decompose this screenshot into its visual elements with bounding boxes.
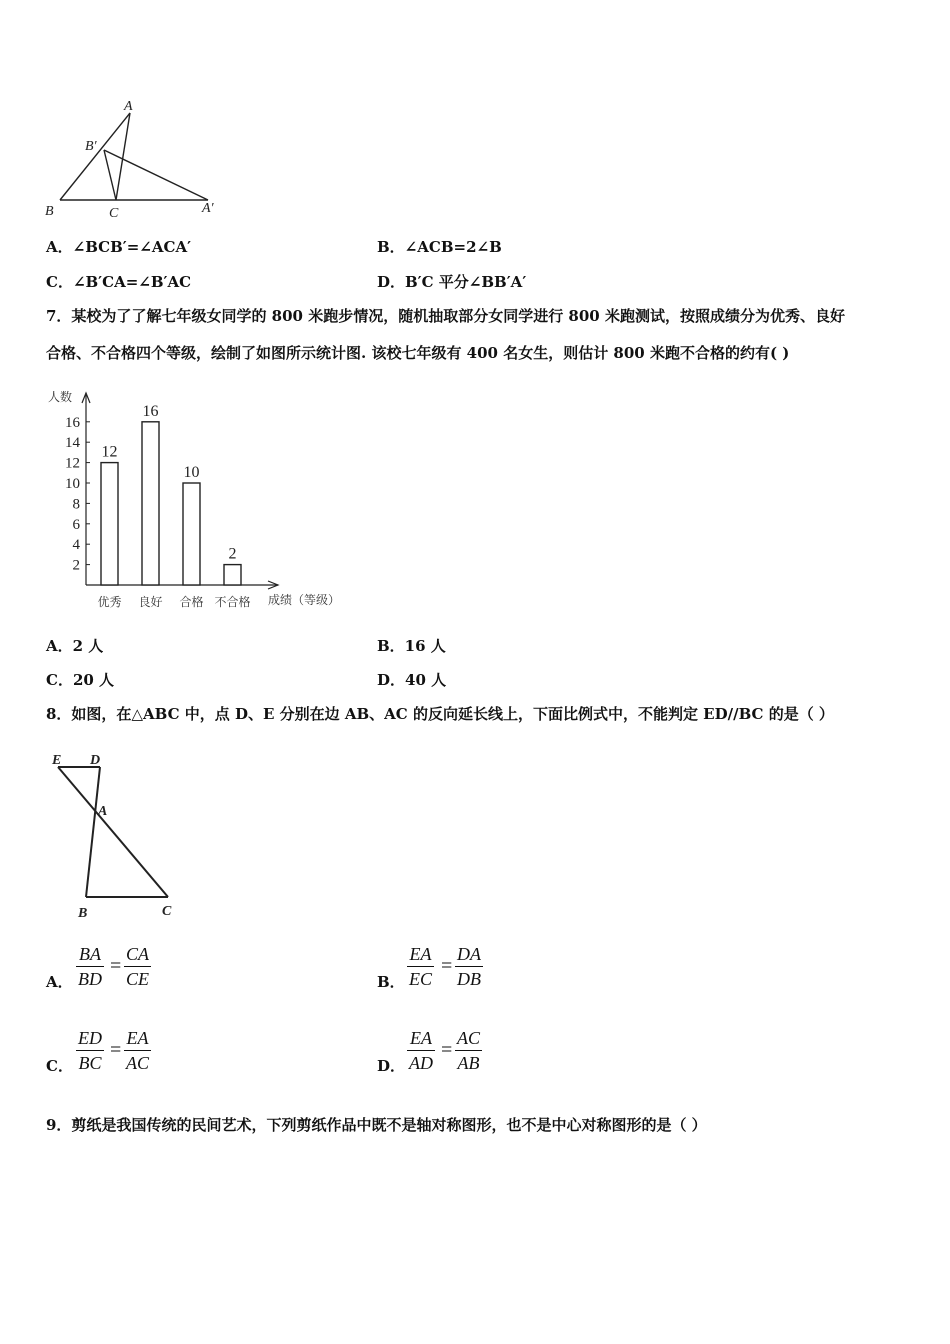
y-tick-label: 12 — [65, 455, 80, 472]
q6-option-b[interactable]: B．∠ACB=2∠B — [377, 238, 502, 256]
q8-option-c-label[interactable]: C． — [46, 1057, 73, 1075]
segment-BA — [60, 113, 130, 200]
q8-option-c-right-fraction — [124, 1026, 151, 1075]
segment-EC — [58, 767, 168, 897]
label-A: A — [98, 804, 108, 819]
q8-option-b-right-fraction — [455, 942, 483, 991]
numerator: ED — [76, 1026, 104, 1051]
label-C: C — [162, 904, 172, 919]
q6-option-d[interactable]: D．B′C 平分∠BB′A′ — [377, 273, 527, 291]
y-tick-label: 16 — [65, 414, 80, 431]
equals-sign: = — [110, 1039, 122, 1061]
label-B: B — [45, 204, 54, 219]
bar-2 — [142, 422, 159, 585]
q7-option-a[interactable]: A．2 人 — [46, 637, 104, 655]
equals-sign: = — [110, 955, 122, 977]
q8-option-b-left-fraction — [407, 942, 434, 991]
q8-option-a-label[interactable]: A． — [46, 973, 73, 991]
label-B-prime: B′ — [85, 139, 97, 154]
segment-B-prime-C — [104, 150, 116, 200]
label-D: D — [90, 753, 101, 768]
bar-1 — [101, 463, 118, 585]
category-label: 合格 — [179, 595, 204, 609]
denominator: DB — [457, 969, 481, 989]
bar-3 — [183, 483, 200, 585]
bar-4 — [224, 565, 241, 585]
label-A-prime: A′ — [202, 201, 214, 216]
x-axis-label: 成绩（等级） — [268, 593, 341, 607]
q6-triangle-figure — [40, 95, 230, 225]
bar-value-label: 2 — [228, 545, 237, 563]
label-B: B — [78, 906, 88, 921]
q8-option-b-label[interactable]: B． — [377, 973, 405, 991]
bar-value-label: 12 — [101, 443, 118, 461]
bar-value-label: 10 — [183, 464, 200, 481]
category-label: 良好 — [138, 595, 163, 609]
q7-stem-line2: 合格、不合格四个等级，绘制了如图所示统计图. 该校七年级有 400 名女生，则估计 800 米跑不合格的约有( ) — [46, 344, 790, 362]
q8-option-d-left-fraction — [407, 1026, 435, 1075]
q8-stem: 8．如图，在△ABC 中，点 D、E 分别在边 AB、AC 的反向延长线上，下面比例式中，不能判定 ED//BC 的是（ ） — [46, 705, 834, 723]
numerator: CA — [124, 942, 151, 967]
equals-sign: = — [441, 1039, 453, 1061]
q7-option-b[interactable]: B．16 人 — [377, 637, 446, 655]
label-C: C — [109, 206, 119, 221]
numerator: BA — [76, 942, 104, 967]
q7-stem-line1: 7．某校为了了解七年级女同学的 800 米跑步情况，随机抽取部分女同学进行 800 米跑测试，按照成绩分为优秀、良好 — [46, 307, 845, 325]
category-label: 不合格 — [214, 595, 251, 609]
q8-triangle-figure — [40, 745, 190, 925]
numerator: EA — [407, 942, 434, 967]
q6-option-a[interactable]: A．∠BCB′=∠ACA′ — [46, 238, 192, 256]
numerator: AC — [455, 1026, 482, 1051]
numerator: DA — [455, 942, 483, 967]
denominator: CE — [126, 969, 150, 989]
bar-value-label: 16 — [142, 402, 159, 420]
q7-bar-chart — [40, 385, 360, 620]
q8-option-a-left-fraction — [76, 942, 104, 991]
q8-option-d-right-fraction — [455, 1026, 482, 1075]
denominator: EC — [409, 969, 433, 989]
category-label: 优秀 — [97, 595, 122, 609]
q8-option-d-label[interactable]: D． — [377, 1057, 406, 1075]
y-tick-label: 6 — [72, 516, 80, 533]
equals-sign: = — [441, 955, 453, 977]
numerator: EA — [407, 1026, 435, 1051]
numerator: EA — [124, 1026, 151, 1051]
denominator: AC — [126, 1053, 150, 1073]
q8-option-a-right-fraction — [124, 942, 151, 991]
denominator: AD — [409, 1053, 433, 1073]
q8-option-c-left-fraction — [76, 1026, 104, 1075]
y-tick-label: 8 — [72, 496, 80, 513]
q7-option-d[interactable]: D．40 人 — [377, 671, 447, 689]
label-E: E — [52, 753, 62, 768]
denominator: BC — [78, 1053, 102, 1073]
label-A: A — [124, 99, 133, 114]
q6-option-c[interactable]: C．∠B′CA=∠B′AC — [46, 273, 192, 291]
y-tick-label: 14 — [65, 435, 80, 452]
segment-DB — [86, 767, 100, 897]
y-tick-label: 2 — [72, 557, 80, 574]
y-tick-label: 10 — [65, 476, 80, 492]
denominator: AB — [457, 1053, 480, 1073]
y-axis-label: 人数 — [48, 390, 73, 404]
q7-option-c[interactable]: C．20 人 — [46, 671, 115, 689]
y-tick-label: 4 — [72, 537, 80, 554]
q9-stem: 9．剪纸是我国传统的民间艺术，下列剪纸作品中既不是轴对称图形，也不是中心对称图形的是（ ） — [46, 1116, 707, 1134]
denominator: BD — [78, 969, 102, 989]
